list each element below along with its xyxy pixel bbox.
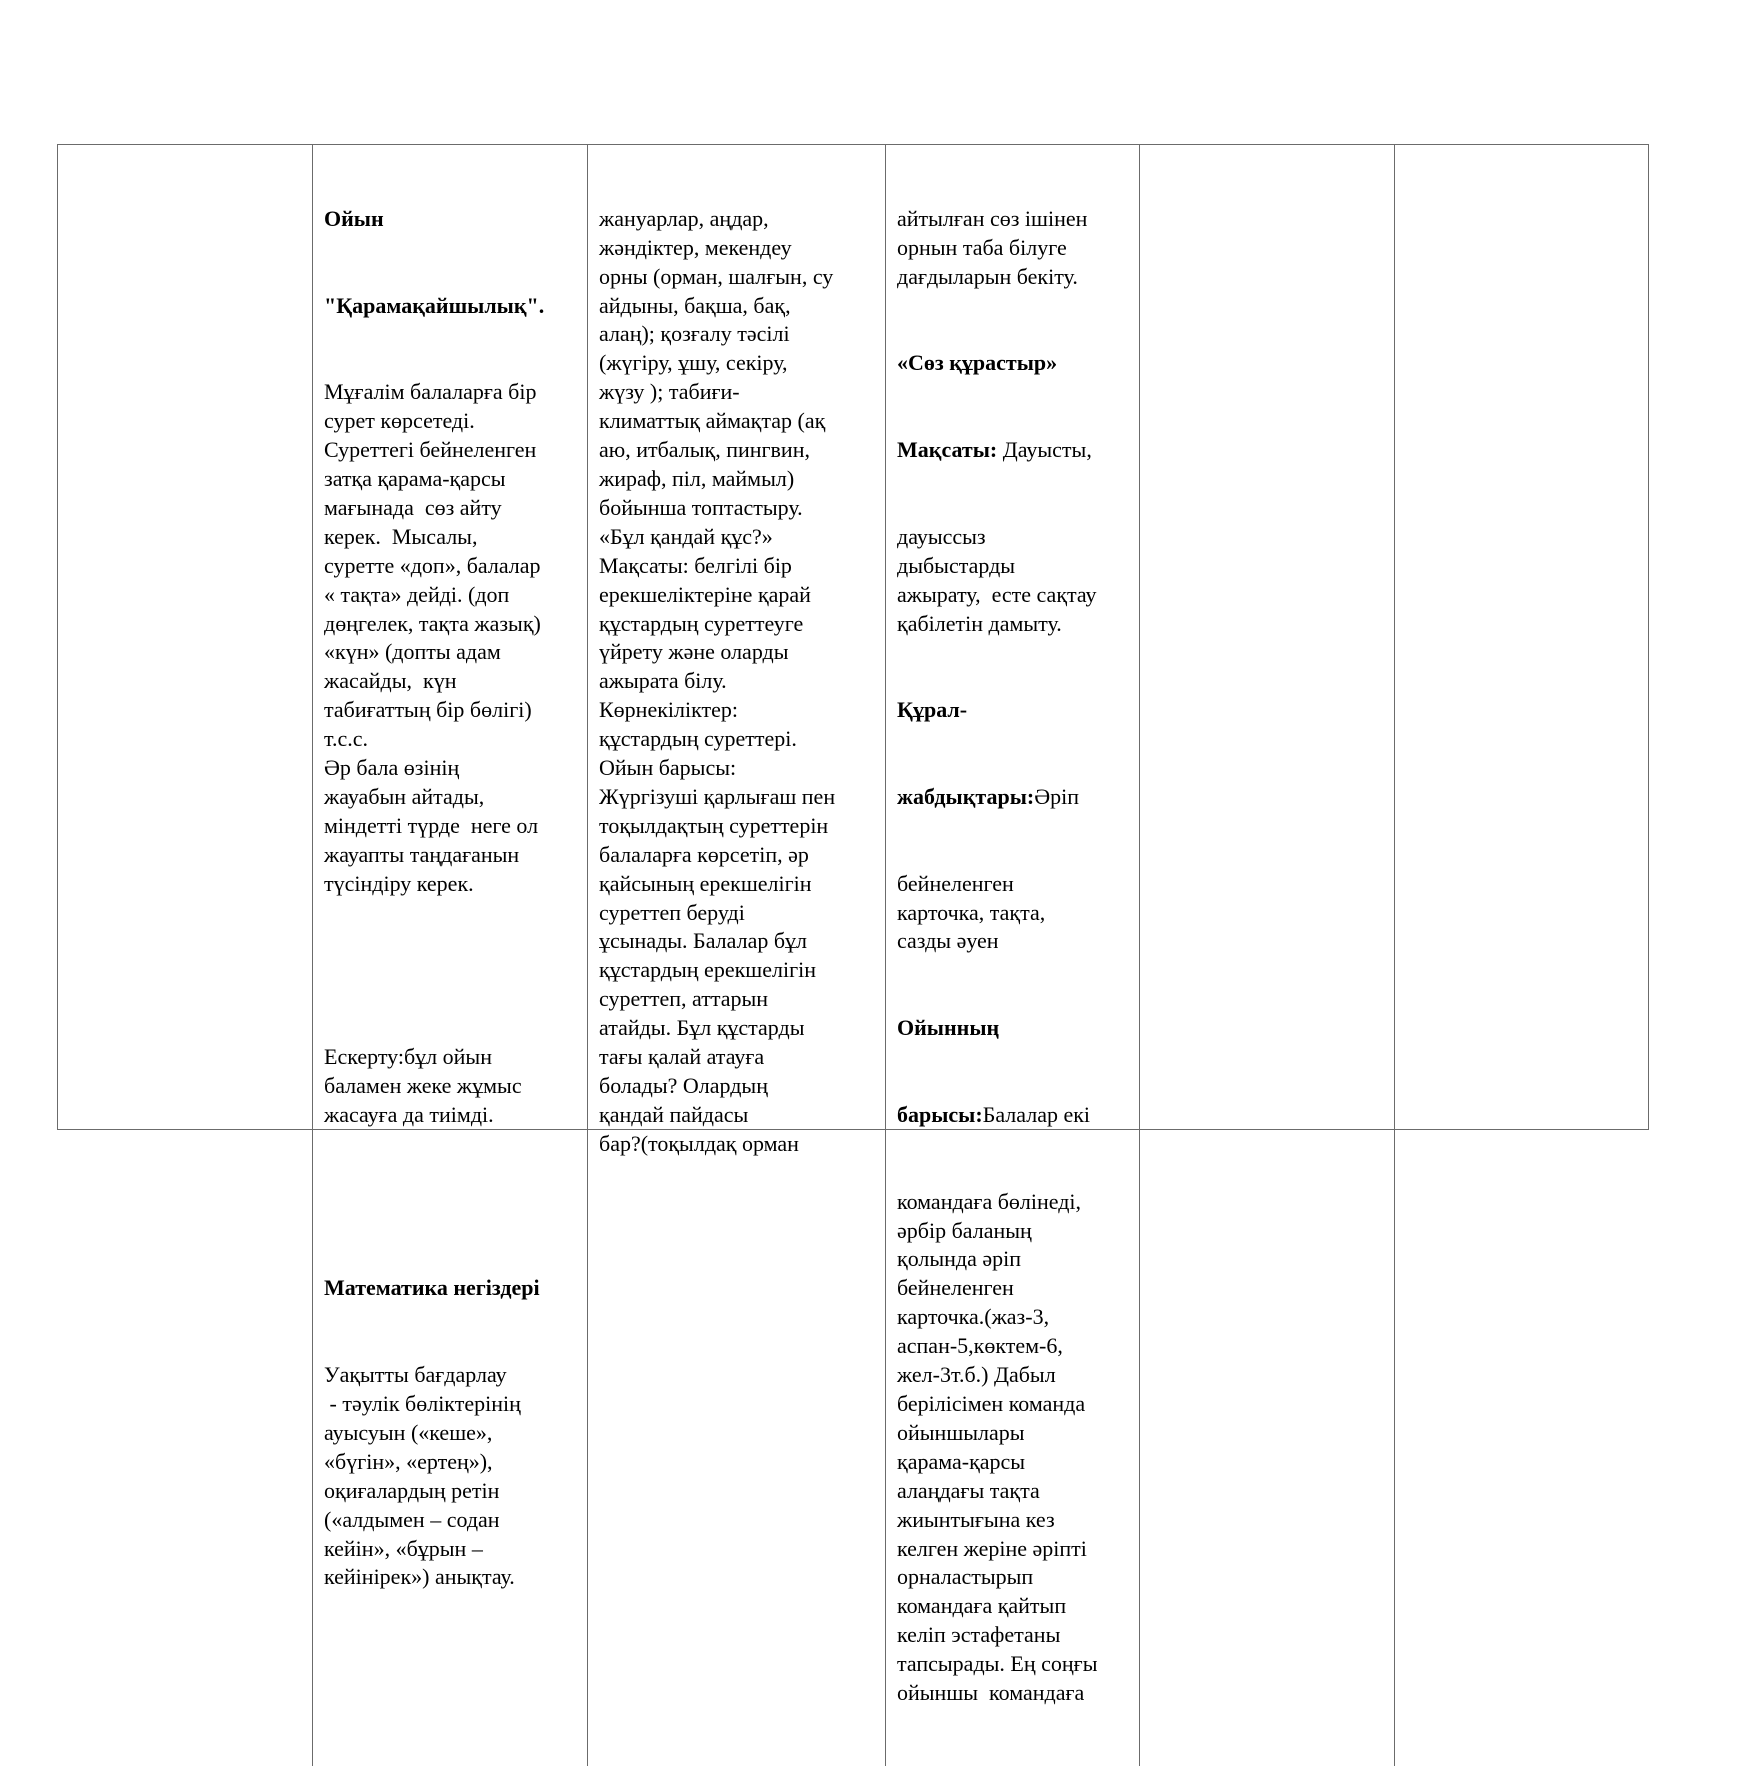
table-cell-col6 — [1395, 145, 1650, 1766]
text-line: сурет көрсетеді. — [324, 408, 475, 434]
text-line: міндетті түрде неге ол — [324, 812, 539, 838]
text-block — [897, 1188, 1131, 1708]
text-line: бейнеленген — [897, 1275, 1014, 1301]
table-cell-col2 — [313, 145, 588, 1766]
text-line: жауабын айтады, — [324, 783, 485, 809]
text-line: Көрнекіліктер: — [599, 697, 738, 723]
text-line: Суреттегі бейнеленген — [324, 437, 537, 463]
text-line: керек. Мысалы, — [324, 523, 478, 549]
text-line: затқа қарама-қарсы — [324, 465, 506, 491]
text-line: - тәулік бөліктерінің — [324, 1390, 521, 1416]
section-title: Математика негіздері — [324, 1275, 540, 1301]
text-line: алаңдағы тақта — [897, 1477, 1040, 1503]
equip-label: жабдықтары: — [897, 783, 1035, 809]
text-block — [897, 870, 1131, 957]
equip-text: Әріп — [1034, 783, 1079, 809]
text-line: «бүгін», «ертең»), — [324, 1448, 493, 1474]
text-line: дөңгелек, тақта жазық) — [324, 610, 541, 636]
text-line: Ескерту:бұл ойын — [324, 1044, 492, 1070]
text-line: Ойын барысы: — [599, 755, 737, 781]
table-cell-col1 — [58, 145, 313, 1766]
text-line: дағдыларын бекіту. — [897, 263, 1078, 289]
goal-line — [897, 436, 1131, 465]
text-line: суреттеп беруді — [599, 899, 745, 925]
text-line: ауысуын («кеше», — [324, 1419, 493, 1445]
text-line: қабілетін дамыту. — [897, 610, 1062, 636]
text-line: қайсының ерекшелігін — [599, 870, 812, 896]
text-line: кейінірек») анықтау. — [324, 1564, 515, 1590]
text-line: суретте «доп», балалар — [324, 552, 541, 578]
text-line: жиынтығына кез — [897, 1506, 1055, 1532]
text-line: суреттеп, аттарын — [599, 986, 769, 1012]
text-line: бойынша топтастыру. — [599, 494, 803, 520]
text-line: командаға бөлінеді, — [897, 1188, 1082, 1214]
text-line: т.с.с. — [324, 726, 368, 752]
text-line: командаға қайтып — [897, 1593, 1067, 1619]
text-line: ойыншылары — [897, 1419, 1025, 1445]
text-line: жәндіктер, мекендеу — [599, 234, 792, 260]
table-cell-col4 — [886, 145, 1140, 1766]
text-line: келіп эстафетаны — [897, 1622, 1061, 1648]
text-line: келген жеріне әріпті — [897, 1535, 1087, 1561]
text-line: жауапты таңдағанын — [324, 841, 520, 867]
text-line: үйрету және оларды — [599, 639, 789, 665]
text-line: ойыншы командаға — [897, 1680, 1085, 1706]
blank-line — [324, 1188, 579, 1217]
text-line: аспан-5,көктем-6, — [897, 1333, 1063, 1359]
text-line: орнын таба білуге — [897, 234, 1067, 260]
equip-line — [897, 783, 1131, 812]
text-line: баламен жеке жұмыс — [324, 1073, 522, 1098]
text-line: ажырату, есте сақтау — [897, 581, 1097, 607]
text-line: берілісімен команда — [897, 1390, 1086, 1416]
text-line: Мұғалім балаларға бір — [324, 379, 537, 405]
text-block — [599, 205, 877, 1159]
process-label: барысы: — [897, 1101, 983, 1127]
text-line: орналастырып — [897, 1564, 1034, 1590]
text-line: « тақта» дейді. (доп — [324, 581, 510, 607]
text-line: қолында әріп — [897, 1246, 1022, 1272]
text-line: дауыссыз — [897, 523, 986, 549]
blank-line — [324, 956, 579, 985]
game-title: Ойын — [324, 205, 384, 231]
game-title-name: "Қарамақайшылық". — [324, 292, 545, 318]
text-line: болады? Олардың — [599, 1073, 768, 1098]
text-line: ажырата білу. — [599, 668, 727, 694]
text-line: Мақсаты: белгілі бір — [599, 552, 792, 578]
text-line: жел-3т.б.) Дабыл — [897, 1362, 1056, 1388]
text-line: Жүргізуші қарлығаш пен — [599, 783, 836, 809]
text-line: ерекшеліктеріне қарай — [599, 581, 811, 607]
equip-label: Құрал- — [897, 697, 968, 723]
text-line: «Бұл қандай құс?» — [599, 523, 773, 549]
text-block — [324, 378, 579, 898]
text-line: жануарлар, аңдар, — [599, 205, 769, 231]
text-block — [897, 205, 1131, 292]
text-line: тағы қалай атауға — [599, 1044, 765, 1070]
table-cell-col3 — [588, 145, 886, 1766]
text-line: әрбір баланың — [897, 1217, 1032, 1243]
text-line: жасайды, күн — [324, 668, 457, 694]
text-line: құстардың ерекшелігін — [599, 957, 816, 983]
text-line: бейнеленген — [897, 870, 1014, 896]
text-line: дыбыстарды — [897, 552, 1016, 578]
text-line: қандай пайдасы — [599, 1101, 749, 1127]
text-line: жираф, піл, маймыл) — [599, 465, 795, 491]
text-line: орны (орман, шалғын, су — [599, 263, 834, 289]
text-line: тоқылдақтың суреттерін — [599, 812, 829, 838]
text-line: жүзу ); табиғи- — [599, 379, 740, 405]
text-line: («алдымен – содан — [324, 1506, 500, 1532]
text-line: карточка, тақта, — [897, 899, 1046, 925]
text-line: Әр бала өзінің — [324, 755, 460, 781]
text-line: табиғаттың бір бөлігі) — [324, 697, 532, 723]
text-line: ұсынады. Балалар бұл — [599, 928, 808, 954]
text-line: түсіндіру керек. — [324, 870, 474, 896]
text-line: құстардың суреттері. — [599, 726, 797, 752]
text-line: мағынада сөз айту — [324, 494, 502, 520]
text-line: алаң); қозғалу тәсілі — [599, 321, 790, 347]
text-line: атайды. Бұл құстарды — [599, 1015, 805, 1041]
text-line: кейін», «бұрын – — [324, 1535, 483, 1561]
text-line: балаларға көрсетіп, әр — [599, 841, 809, 867]
plan-table — [57, 144, 1649, 1706]
text-line: қарама-қарсы — [897, 1448, 1026, 1474]
goal-text: Дауысты, — [997, 437, 1092, 463]
text-line: бар?(тоқылдақ орман — [599, 1130, 799, 1156]
text-line: аю, итбалық, пингвин, — [599, 437, 810, 463]
table-cell-col5 — [1140, 145, 1395, 1766]
process-label: Ойынның — [897, 1015, 1000, 1041]
goal-label: Мақсаты: — [897, 437, 998, 463]
text-line: климаттық аймақтар (ақ — [599, 408, 826, 434]
text-line: Уақытты бағдарлау — [324, 1362, 507, 1388]
process-line — [897, 1101, 1131, 1130]
text-line: тапсырады. Ең соңғы — [897, 1651, 1098, 1677]
text-line: оқиғалардың ретін — [324, 1477, 500, 1503]
text-block — [897, 523, 1131, 639]
game-title: «Сөз құрастыр» — [897, 350, 1058, 376]
text-line: карточка.(жаз-3, — [897, 1304, 1050, 1330]
text-block — [324, 1361, 579, 1592]
text-line: жасауға да тиімді. — [324, 1101, 494, 1127]
text-line: құстардың суреттеуге — [599, 610, 804, 636]
text-line: «күн» (допты адам — [324, 639, 501, 665]
note-block — [324, 1043, 579, 1130]
text-line: айтылған сөз ішінен — [897, 205, 1088, 231]
text-line: айдыны, бақша, бақ, — [599, 292, 791, 318]
text-line: (жүгіру, ұшу, секіру, — [599, 350, 788, 376]
text-line: сазды әуен — [897, 928, 999, 954]
process-text: Балалар екі — [982, 1101, 1091, 1127]
